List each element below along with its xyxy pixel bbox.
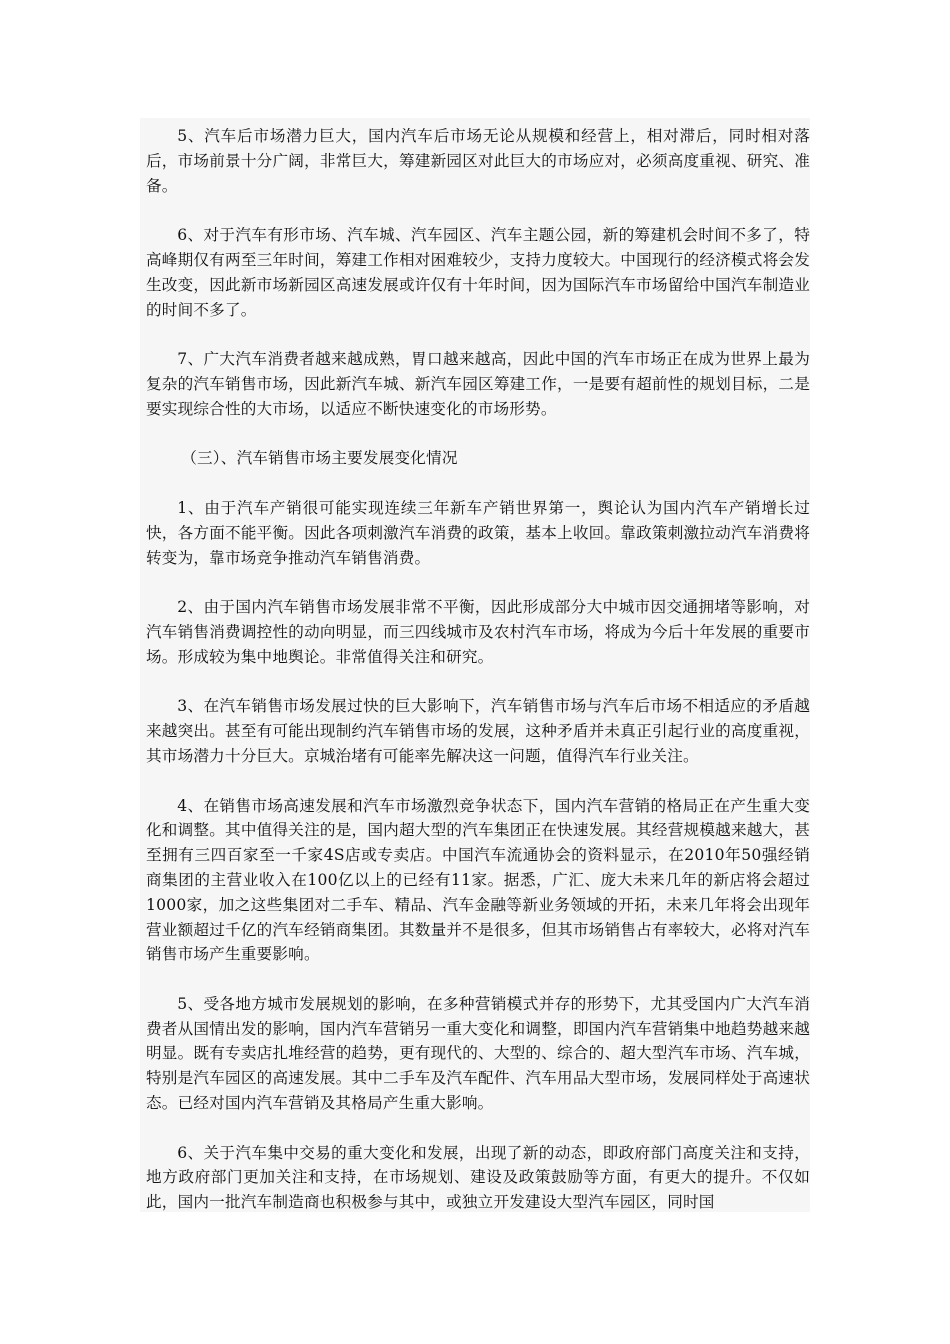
paragraph-b-2: 2、由于国内汽车销售市场发展非常不平衡，因此形成部分大中城市因交通拥堵等影响，对汽车销售消费调控性的动向明显，而三四线城市及农村汽车市场，将成为今后十年发展的重要市场。形成较为集中地舆论。非常值得关注和研究。 <box>146 598 810 666</box>
document-page <box>140 118 810 1212</box>
paragraph-b-1: 1、由于汽车产销很可能实现连续三年新车产销世界第一，舆论认为国内汽车产销增长过快，各方面不能平衡。因此各项刺激汽车消费的政策，基本上收回。靠政策刺激拉动汽车消费将转变为，靠市场竞争推动汽车销售消费。 <box>146 498 810 567</box>
paragraph-a-6: 6、对于汽车有形市场、汽车城、汽车园区、汽车主题公园，新的筹建机会时间不多了，特高峰期仅有两至三年时间，筹建工作相对困难较少，支持力度较大。中国现行的经济模式将会发生改变，因此新市场新园区高速发展或许仅有十年时间，因为国际汽车市场留给中国汽车制造业的时间不多了。 <box>146 226 810 319</box>
paragraph-a-7: 7、广大汽车消费者越来越成熟，胃口越来越高，因此中国的汽车市场正在成为世界上最为复杂的汽车销售市场，因此新汽车城、新汽车园区筹建工作，一是要有超前性的规划目标，二是要实现综合性的大市场，以适应不断快速变化的市场形势。 <box>146 350 810 418</box>
section-heading: （三）、汽车销售市场主要发展变化情况 <box>181 449 458 468</box>
paragraph-a-5: 5、汽车后市场潜力巨大，国内汽车后市场无论从规模和经营上，相对滞后，同时相对落后，市场前景十分广阔，非常巨大，筹建新园区对此巨大的市场应对，必须高度重视、研究、准备。 <box>146 127 810 195</box>
paragraph-b-3: 3、在汽车销售市场发展过快的巨大影响下，汽车销售市场与汽车后市场不相适应的矛盾越来越突出。甚至有可能出现制约汽车销售市场的发展，这种矛盾并未真正引起行业的高度重视，其市场潜力十分巨大。京城治堵有可能率先解决这一问题，值得汽车行业关注。 <box>146 697 810 765</box>
paragraph-b-4: 4、在销售市场高速发展和汽车市场激烈竞争状态下，国内汽车营销的格局正在产生重大变化和调整。其中值得关注的是，国内超大型的汽车集团正在快速发展。其经营规模越来越大，甚至拥有三四百家至一千家4S店或专卖店。中国汽车流通协会的资料显示，在2010年50强经销商集团的主营业收入在100亿以上的已经有11家。据悉，广汇、庞大未来几年的新店将会超过1000家，加之这些集团对二手车、精品、汽车金融等新业务领域的开拓，未来几年将会出现年营业额超过千亿的汽车经销商集团。其数量并不是很多，但其市场销售占有率较大，必将对汽车销售市场产生重要影响。 <box>146 796 810 964</box>
paragraph-b-6: 6、关于汽车集中交易的重大变化和发展，出现了新的动态，即政府部门高度关注和支持，地方政府部门更加关注和支持，在市场规划、建设及政策鼓励等方面，有更大的提升。不仅如此，国内一批汽车制造商也积极参与其中，或独立开发建设大型汽车园区，同时国 <box>146 1143 810 1212</box>
paragraph-b-5: 5、受各地方城市发展规划的影响，在多种营销模式并存的形势下，尤其受国内广大汽车消费者从国情出发的影响，国内汽车营销另一重大变化和调整，即国内汽车营销集中地趋势越来越明显。既有专卖店扎堆经营的趋势，更有现代的、大型的、综合的、超大型汽车市场、汽车城，特别是汽车园区的高速发展。其中二手车及汽车配件、汽车用品大型市场，发展同样处于高速状态。已经对国内汽车营销及其格局产生重大影响。 <box>146 994 810 1113</box>
